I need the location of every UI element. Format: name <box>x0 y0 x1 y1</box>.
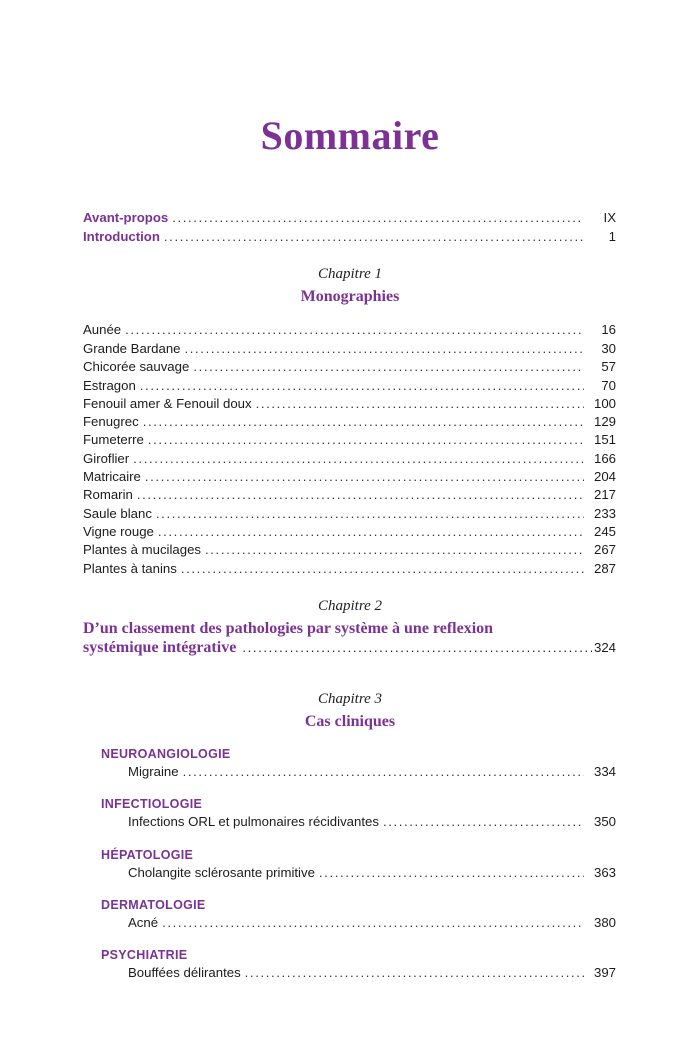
leader-dots <box>158 523 584 541</box>
leader-dots <box>156 505 584 523</box>
toc-entry-label: Migraine <box>128 764 179 779</box>
leader-dots <box>185 340 584 358</box>
section-heading: HÉPATOLOGIE <box>101 848 194 862</box>
leader-dots <box>172 209 584 227</box>
section-heading: PSYCHIATRIE <box>101 948 188 962</box>
chapter-1-title: Monographies <box>300 288 400 305</box>
toc-entry[interactable] <box>128 813 616 831</box>
toc-entry-page: 16 <box>601 322 616 337</box>
toc-entry-avant-propos[interactable] <box>83 209 616 227</box>
section-heading: DERMATOLOGIE <box>101 898 206 912</box>
toc-entry-label: Chicorée sauvage <box>83 359 190 374</box>
toc-entry[interactable] <box>83 486 616 504</box>
toc-entry-label: Fenouil amer & Fenouil doux <box>83 396 252 411</box>
toc-entry-introduction[interactable] <box>83 228 616 246</box>
toc-entry[interactable] <box>83 468 616 486</box>
toc-entry-page: 245 <box>593 524 616 539</box>
toc-entry[interactable] <box>83 560 616 578</box>
toc-entry-label: Bouffées délirantes <box>128 965 241 980</box>
toc-entry-page: 363 <box>593 865 616 880</box>
toc-entry[interactable] <box>83 541 616 559</box>
toc-entry-label: Grande Bardane <box>83 341 181 356</box>
chapter-2-title: D’un classement des pathologies par système à une reflexion <box>83 620 494 637</box>
page-title: Sommaire <box>260 113 440 158</box>
toc-entry-page: 287 <box>593 561 616 576</box>
toc-entry-page: 1 <box>608 229 616 244</box>
toc-entry-page: 151 <box>593 432 616 447</box>
toc-entry-page: 233 <box>593 506 616 521</box>
leader-dots <box>245 964 584 982</box>
toc-entry-label: Infections ORL et pulmonaires récidivantes <box>128 814 379 829</box>
leader-dots <box>137 486 584 504</box>
toc-entry-page: 397 <box>593 965 616 980</box>
leader-dots <box>133 450 584 468</box>
toc-entry-label: Acné <box>128 915 159 930</box>
toc-entry-label: Vigne rouge <box>83 524 154 539</box>
toc-entry[interactable] <box>83 321 616 339</box>
toc-entry-page: IX <box>603 210 616 225</box>
toc-entry-page: 267 <box>593 542 616 557</box>
leader-dots <box>148 431 584 449</box>
section-heading: INFECTIOLOGIE <box>101 797 203 811</box>
leader-dots <box>125 321 584 339</box>
chapter-1-number: Chapitre 1 <box>317 266 383 282</box>
chapter-3-title: Cas cliniques <box>304 713 396 730</box>
toc-entry-page: 166 <box>593 451 616 466</box>
toc-entry-label: Estragon <box>83 378 136 393</box>
leader-dots <box>183 763 584 781</box>
leader-dots <box>193 358 584 376</box>
toc-entry-label: Aunée <box>83 322 122 337</box>
toc-entry-label: Fenugrec <box>83 414 139 429</box>
toc-entry[interactable] <box>83 377 616 395</box>
toc-entry-label: Cholangite sclérosante primitive <box>128 865 315 880</box>
toc-entry[interactable] <box>83 395 616 413</box>
leader-dots <box>140 377 584 395</box>
leader-dots <box>143 413 584 431</box>
leader-dots <box>181 560 584 578</box>
toc-entry-page: 350 <box>593 814 616 829</box>
leader-dots <box>145 468 584 486</box>
toc-entry[interactable] <box>83 340 616 358</box>
toc-entry-page: 204 <box>593 469 616 484</box>
leader-dots <box>242 640 592 655</box>
toc-entry[interactable] <box>83 431 616 449</box>
toc-entry[interactable] <box>83 358 616 376</box>
toc-entry-page: 380 <box>593 915 616 930</box>
toc-entry-label: Plantes à tanins <box>83 561 177 576</box>
leader-dots <box>383 813 584 831</box>
toc-entry-page: 129 <box>593 414 616 429</box>
toc-entry-page: 324 <box>593 640 616 655</box>
leader-dots <box>205 541 584 559</box>
chapter-2-title-continued: systémique intégrative <box>83 639 237 656</box>
toc-entry-label: Fumeterre <box>83 432 144 447</box>
toc-entry-label: Plantes à mucilages <box>83 542 202 557</box>
toc-entry-page: 57 <box>601 359 616 374</box>
toc-entry[interactable] <box>128 864 616 882</box>
toc-entry-chapter-2[interactable] <box>83 639 616 661</box>
toc-entry-label: Avant-propos <box>83 210 169 225</box>
leader-dots <box>162 914 584 932</box>
toc-entry-label: Matricaire <box>83 469 141 484</box>
toc-entry-page: 30 <box>601 341 616 356</box>
toc-entry[interactable] <box>83 523 616 541</box>
toc-entry[interactable] <box>128 964 616 982</box>
toc-entry[interactable] <box>83 413 616 431</box>
toc-entry-page: 70 <box>601 378 616 393</box>
toc-entry[interactable] <box>83 450 616 468</box>
toc-entry-label: Giroflier <box>83 451 130 466</box>
toc-entry-page: 217 <box>593 487 616 502</box>
toc-entry[interactable] <box>128 763 616 781</box>
toc-entry-label: Romarin <box>83 487 133 502</box>
toc-entry[interactable] <box>128 914 616 932</box>
leader-dots <box>319 864 584 882</box>
toc-entry[interactable] <box>83 505 616 523</box>
toc-entry-page: 334 <box>593 764 616 779</box>
toc-entry-page: 100 <box>593 396 616 411</box>
section-heading: NEUROANGIOLOGIE <box>101 747 231 761</box>
leader-dots <box>164 228 584 246</box>
leader-dots <box>256 395 584 413</box>
chapter-3-number: Chapitre 3 <box>317 691 383 707</box>
toc-entry-label: Saule blanc <box>83 506 152 521</box>
chapter-2-number: Chapitre 2 <box>317 598 383 614</box>
toc-entry-label: Introduction <box>83 229 160 244</box>
